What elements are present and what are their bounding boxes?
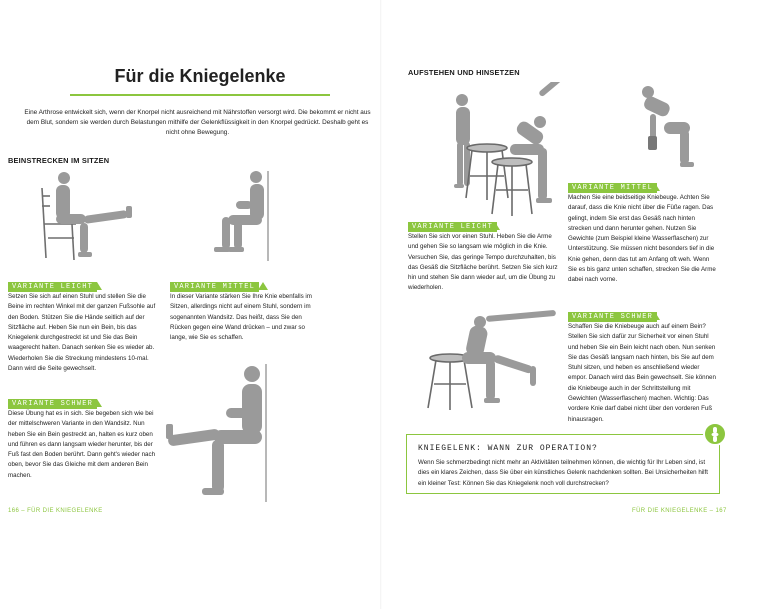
title-underline xyxy=(70,94,330,96)
variant-label-leicht: VARIANTE LEICHT xyxy=(8,282,97,292)
intro-paragraph: Eine Arthrose entwickelt sich, wenn der Knorpel nicht ausreichend mit Nährstoffen versorgt wird. Die bekommt er nicht aus dem Blut, sondern sie werden durch Belastungen mithilfe der Gelenkflüssigkeit in den Knorpel gedrückt. Deshalb geht es nicht ohne Bewegung. xyxy=(24,109,371,136)
info-box-text: Wenn Sie schmerzbedingt nicht mehr an Aktivitäten teilnehmen können, die wichtig für Ihr Leben sind, ist dies ein klares Zeichen, dass Sie über ein künstliches Gelenk nachdenken sollten. Bei Unsicherheiten hilft ein kleiner Test: Können Sie das Kniegelenk noch voll durchstrecken? xyxy=(418,459,708,487)
page-title: Für die Kniegelenke xyxy=(114,66,286,86)
variant-text-mittel: In dieser Variante stärken Sie Ihre Knie ebenfalls im Sitzen, allerdings nicht auf einem Stuhl, sondern im sogenannten Wandsitz. Das heißt, dass Sie den Rücken gegen eine Wand drücken – und zwar so lange, wie Sie es schaffen. xyxy=(170,293,312,342)
variant-triangle-icon xyxy=(650,183,660,191)
variant-label-mittel: VARIANTE MITTEL xyxy=(170,282,259,292)
variant-label-leicht-right: VARIANTE LEICHT xyxy=(408,222,497,232)
variant-triangle-icon xyxy=(490,222,500,230)
section-heading-beinstrecken: BEINSTRECKEN IM SITZEN xyxy=(8,156,110,165)
variant-triangle-icon xyxy=(92,282,102,290)
knee-info-icon xyxy=(703,422,727,446)
variant-text-schwer: Diese Übung hat es in sich. Sie begeben sich wie bei der mittelschweren Variante in den Wandsitz. Nun heben Sie ein Bein gestreckt an, halten es kurz oben und führen es dann langsam wieder herunter, bis der Fuß fast den Boden berührt. Dann geht's wieder nach oben, bevor Sie das Gleiche mit dem anderen Bein machen. xyxy=(8,410,156,479)
footer-right: FÜR DIE KNIEGELENKE – 167 xyxy=(632,508,727,514)
figure-seated-leg-extension xyxy=(30,168,140,266)
variant-text-leicht: Setzen Sie sich auf einen Stuhl und stellen Sie die Beine im rechten Winkel mit der ganzen Fußsohle auf den Boden. Stützen Sie die Hände seitlich auf der Sitzfläche auf. Heben Sie nun ein Bein, bis das Kniegelenk durchgestreckt ist und Sie das Bein waagerecht halten. Danach senken Sie es wieder ab. Wiederholen Sie die Streckung mindestens 10-mal. Dann wird die Seite gewechselt. xyxy=(8,293,156,373)
variant-triangle-icon xyxy=(258,282,268,290)
page-gutter xyxy=(380,0,382,609)
figure-wall-sit xyxy=(200,165,280,265)
variant-text-schwer-right: Schaffen Sie die Kniebeuge auch auf einem Bein? Stellen Sie sich dafür zur Sicherheit vor einen Stuhl und heben Sie ein Bein leicht nach oben. Nun senken Sie das Gesäß langsam nach hinten, bis Sie auf dem Stuhl sitzen, und heben es anschließend wieder empor. Danach wird das Bein gewechselt. Sie können die Kniebeuge auch in der Schrittstellung mit Gewichten (Wasserflaschen) machen. Wichtig: Das vordere Knie darf dabei nicht über den vorderen Fuß hinausragen. xyxy=(568,323,716,423)
figure-wall-sit-leg-raise xyxy=(166,360,286,505)
footer-left: 166 – FÜR DIE KNIEGELENKE xyxy=(8,508,103,514)
variant-triangle-icon xyxy=(650,312,660,320)
variant-label-schwer-right: VARIANTE SCHWER xyxy=(568,312,657,322)
figure-squat-with-weights xyxy=(636,84,696,174)
variant-label-schwer: VARIANTE SCHWER xyxy=(8,399,97,409)
variant-triangle-icon xyxy=(92,399,102,407)
figure-one-leg-squat xyxy=(424,302,559,412)
variant-text-mittel-right: Machen Sie eine beidseitige Kniebeuge. Achten Sie darauf, dass die Knie nicht über die Füße ragen. Das gelingt, indem Sie erst das Gesäß nach hinten strecken und dann herunter gehen. Nutzen Sie Gewichte (zum Beispiel kleine Wasserflaschen) zur Unterstützung. Sie müssen nicht besonders tief in die Knie gehen, denn das tut am Anfang oft weh. Wenn Sie es bis ganz unten schaffen, strecken Sie die Arme dabei nach vorne. xyxy=(568,194,716,284)
info-box-title: KNIEGELENK: WANN ZUR OPERATION? xyxy=(418,444,598,453)
variant-label-mittel-right: VARIANTE MITTEL xyxy=(568,183,657,193)
section-heading-aufstehen: AUFSTEHEN UND HINSETZEN xyxy=(408,68,520,77)
variant-text-leicht-right: Stellen Sie sich vor einen Stuhl. Heben Sie die Arme und gehen Sie so langsam wie möglich in die Knie. Versuchen Sie, das geringe Tempo durchzuhalten, bis das Gesäß die Sitzfläche berührt. Setzen Sie sich kurz hin und stehen Sie dann wieder auf, um die Übung zu wiederholen. xyxy=(408,233,558,292)
